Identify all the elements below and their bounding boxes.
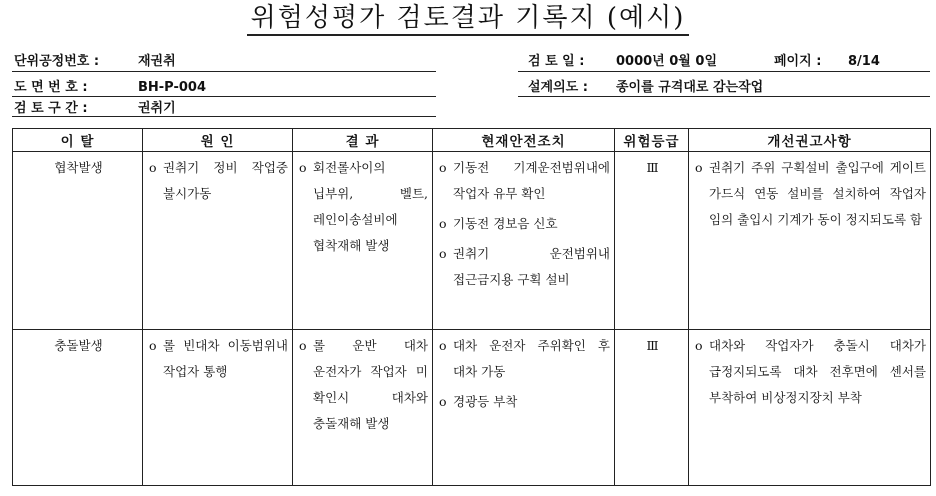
divider [12,116,436,117]
bullet-item [439,333,610,385]
bullet-text: 기동전 경보음 신호 [453,216,558,231]
deviation-cell [13,152,143,330]
deviation-cell-text: 충돌발생 [54,338,103,353]
risk-grade-cell-text: Ⅲ [646,338,659,353]
design-intent-value: 종이를 규격대로 감는작업 [616,80,764,95]
bullet-marker: o [439,246,447,261]
bullet-item [149,333,288,385]
title-text: 위험성평가 검토결과 기록지 (예시) [247,3,690,36]
review-table [12,128,931,486]
bullet-text: 권취기 주위 구획설비 출입구에 게이트 가드식 연동 설비를 설치하여 작업자 임의 출입시 기계가 동이 정지되도록 함 [709,160,926,227]
bullet-text: 대차와 작업자가 충돌시 대차가 급정지되도록 대차 전후면에 센서를 부착하여 비상정지장치 부착 [709,338,926,405]
header-current-measures: 현재안전조치 [433,129,615,152]
bullet-item [299,155,428,259]
review-section-field [14,97,176,116]
bullet-item [439,155,610,207]
risk-grade-cell [615,330,689,486]
result-cell [293,330,433,486]
review-section-label: 검 토 구 간 : [14,101,88,116]
review-date-field [528,50,717,69]
unit-process-value: 재권취 [138,54,176,69]
drawing-number-value: BH-P-004 [138,80,207,95]
bullet-text: 대차 운전자 주위확인 후 대차 가동 [453,338,610,379]
bullet-marker: o [149,160,157,175]
bullet-item [439,389,610,415]
bullet-text: 회전롤사이의 닙부위, 벨트, 레인이송설비에 협착재해 발생 [313,160,428,253]
bullet-marker: o [439,338,447,353]
table-row [13,330,931,486]
recommendation-cell [689,330,931,486]
header-risk-grade: 위험등급 [615,129,689,152]
bullet-text: 롤 운반 대차 운전자가 작업자 미 확인시 대차와 충돌재해 발생 [313,338,428,431]
page-field [774,50,880,69]
page-label: 페이지 : [774,54,822,69]
drawing-number-label: 도 면 번 호 : [14,80,88,95]
bullet-marker: o [695,160,703,175]
drawing-number-field [14,76,206,95]
bullet-text: 경광등 부착 [453,394,518,409]
unit-process-field [14,50,176,69]
table-row [13,152,931,330]
divider [12,71,436,72]
bullet-item [299,333,428,437]
bullet-marker: o [439,160,447,175]
header-result: 결 과 [293,129,433,152]
deviation-cell-text: 협착발생 [54,160,103,175]
divider [518,96,930,97]
document-title [0,0,936,36]
bullet-item [439,241,610,293]
risk-grade-cell-text: Ⅲ [646,160,659,175]
review-date-value: 0000년 0월 0일 [616,54,717,69]
bullet-item [149,155,288,207]
header-deviation: 이 탈 [13,129,143,152]
page-value: 8/14 [848,54,880,69]
bullet-text: 권취기 정비 작업중 불시가동 [163,160,288,201]
bullet-item [439,211,610,237]
bullet-marker: o [299,338,307,353]
header-cause: 원 인 [143,129,293,152]
bullet-item [695,333,926,411]
bullet-marker: o [439,216,447,231]
cause-cell [143,152,293,330]
deviation-cell [13,330,143,486]
review-date-label: 검 토 일 : [528,54,585,69]
bullet-item [695,155,926,233]
design-intent-label: 설계의도 : [528,80,588,95]
cause-cell [143,330,293,486]
review-section-value: 권취기 [138,101,176,116]
design-intent-field [528,76,763,95]
header-recommendations: 개선권고사항 [689,129,931,152]
current-measures-cell [433,152,615,330]
recommendation-cell [689,152,931,330]
bullet-marker: o [439,394,447,409]
bullet-text: 롤 빈대차 이동범위내 작업자 통행 [163,338,288,379]
bullet-text: 기동전 기계운전범위내에 작업자 유무 확인 [453,160,610,201]
table-header-row [13,129,931,152]
unit-process-label: 단위공정번호 : [14,54,100,69]
current-measures-cell [433,330,615,486]
bullet-marker: o [695,338,703,353]
divider [518,71,930,72]
bullet-text: 권취기 운전범위내 접근금지용 구획 설비 [453,246,610,287]
bullet-marker: o [149,338,157,353]
result-cell [293,152,433,330]
bullet-marker: o [299,160,307,175]
risk-grade-cell [615,152,689,330]
